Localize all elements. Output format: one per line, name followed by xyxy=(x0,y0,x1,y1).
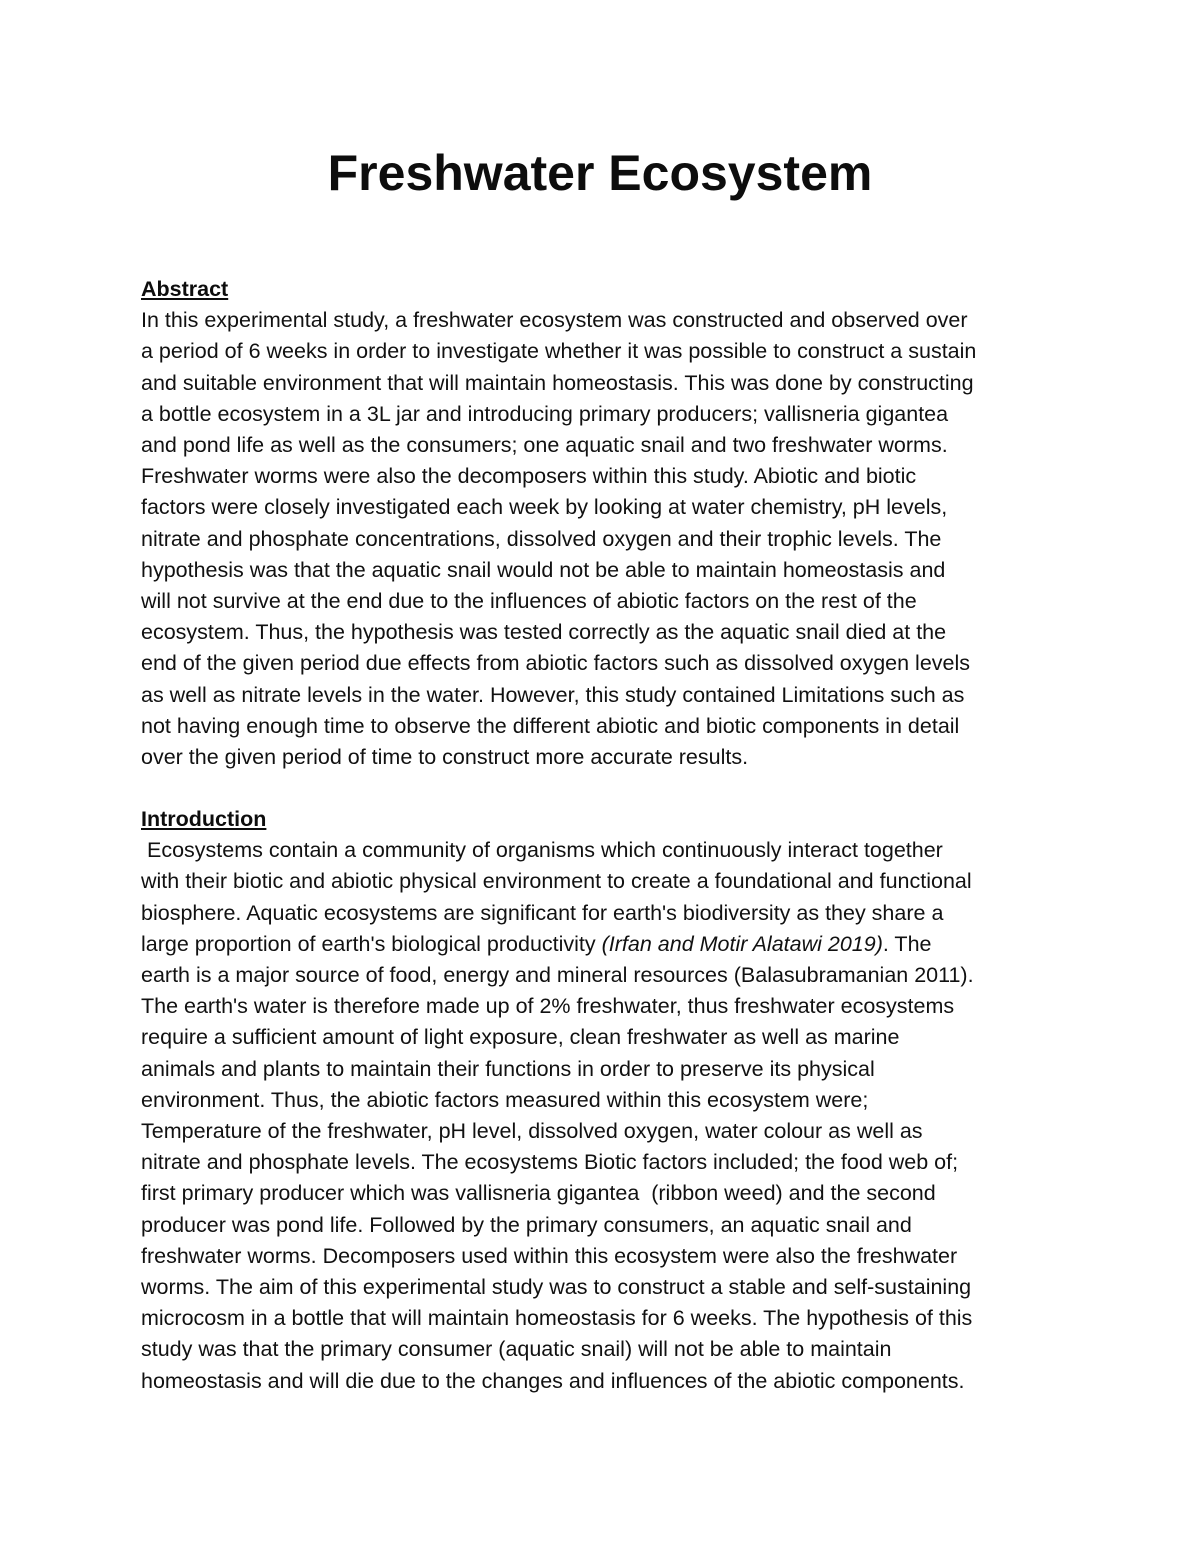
abstract-line: a bottle ecosystem in a 3L jar and introducing primary producers; vallisneria gigantea xyxy=(141,401,949,426)
abstract-heading: Abstract xyxy=(141,277,229,301)
abstract-line: over the given period of time to construct more accurate results. xyxy=(141,745,749,770)
introduction-heading: Introduction xyxy=(141,807,267,831)
abstract-line: end of the given period due effects from abiotic factors such as dissolved oxygen levels xyxy=(141,651,971,676)
introduction-line: animals and plants to maintain their functions in order to preserve its physical xyxy=(141,1056,875,1081)
introduction-line: earth is a major source of food, energy and mineral resources (Balasubramanian 2011). xyxy=(141,963,974,988)
abstract-line: ecosystem. Thus, the hypothesis was tested correctly as the aquatic snail died at the xyxy=(141,620,947,645)
introduction-line: first primary producer which was vallisneria gigantea (ribbon weed) and the second xyxy=(141,1181,936,1206)
introduction-line: freshwater worms. Decomposers used within this ecosystem were also the freshwater xyxy=(141,1243,958,1268)
line-text: . The xyxy=(882,931,932,956)
introduction-section xyxy=(141,804,1071,1397)
introduction-line: The earth's water is therefore made up of 2% freshwater, thus freshwater ecosystems xyxy=(141,994,955,1019)
abstract-body xyxy=(141,305,1071,773)
introduction-line: study was that the primary consumer (aquatic snail) will not be able to maintain xyxy=(141,1337,892,1362)
introduction-line: require a sufficient amount of light exposure, clean freshwater as well as marine xyxy=(141,1025,900,1050)
citation: (Irfan and Motir Alatawi 2019) xyxy=(601,931,883,956)
introduction-line: worms. The aim of this experimental study was to construct a stable and self-sustaining xyxy=(141,1275,972,1300)
abstract-line: Freshwater worms were also the decomposers within this study. Abiotic and biotic xyxy=(141,464,917,489)
abstract-line: and suitable environment that will maintain homeostasis. This was done by constructing xyxy=(141,370,974,395)
abstract-line: a period of 6 weeks in order to investigate whether it was possible to construct a sustain xyxy=(141,339,977,364)
abstract-line: as well as nitrate levels in the water. However, this study contained Limitations such as xyxy=(141,682,965,707)
abstract-line: nitrate and phosphate concentrations, dissolved oxygen and their trophic levels. The xyxy=(141,526,942,551)
introduction-body xyxy=(141,835,1071,1397)
abstract-line: will not survive at the end due to the influences of abiotic factors on the rest of the xyxy=(141,589,917,614)
abstract-line: In this experimental study, a freshwater ecosystem was constructed and observed over xyxy=(141,308,968,333)
abstract-line: not having enough time to observe the different abiotic and biotic components in detail xyxy=(141,713,960,738)
introduction-line: microcosm in a bottle that will maintain homeostasis for 6 weeks. The hypothesis of this xyxy=(141,1306,973,1331)
line-text: large proportion of earth's biological productivity xyxy=(141,931,602,956)
abstract-line: factors were closely investigated each week by looking at water chemistry, pH levels, xyxy=(141,495,948,520)
introduction-line: with their biotic and abiotic physical environment to create a foundational and functional xyxy=(141,869,972,894)
introduction-line: environment. Thus, the abiotic factors measured within this ecosystem were; xyxy=(141,1087,869,1112)
abstract-line: hypothesis was that the aquatic snail would not be able to maintain homeostasis and xyxy=(141,557,946,582)
introduction-line: biosphere. Aquatic ecosystems are significant for earth's biodiversity as they share a xyxy=(141,900,944,925)
abstract-section xyxy=(141,274,1071,773)
introduction-line: Ecosystems contain a community of organisms which continuously interact together xyxy=(141,838,943,863)
introduction-line: homeostasis and will die due to the changes and influences of the abiotic components. xyxy=(141,1368,965,1393)
abstract-line: and pond life as well as the consumers; one aquatic snail and two freshwater worms. xyxy=(141,433,948,458)
introduction-line xyxy=(141,929,1071,960)
document-title: Freshwater Ecosystem xyxy=(327,145,873,201)
introduction-line: Temperature of the freshwater, pH level, dissolved oxygen, water colour as well as xyxy=(141,1119,923,1144)
introduction-line: nitrate and phosphate levels. The ecosystems Biotic factors included; the food web of; xyxy=(141,1150,959,1175)
introduction-line: producer was pond life. Followed by the primary consumers, an aquatic snail and xyxy=(141,1212,912,1237)
